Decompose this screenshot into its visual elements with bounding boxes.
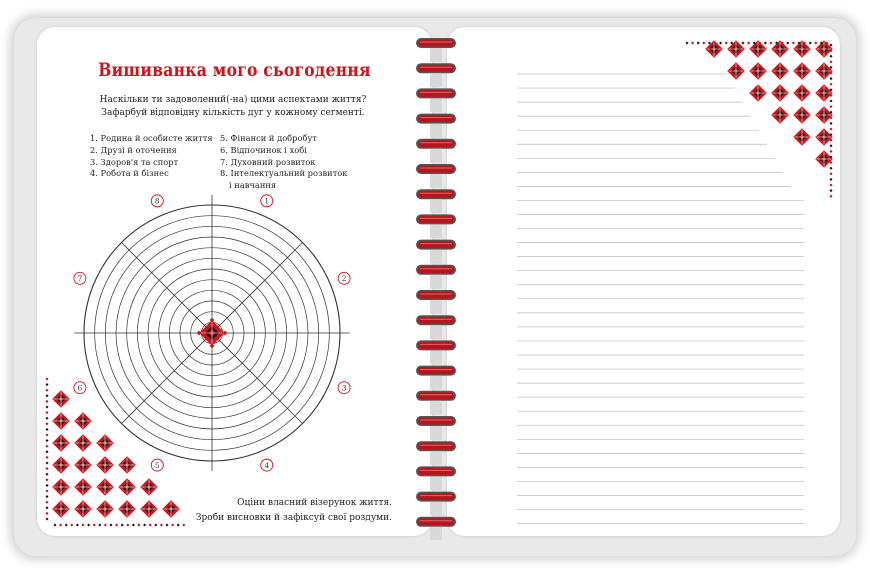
aspect-item: 4. Робота й бізнес [90,168,169,179]
segment-number: 6 [77,383,83,393]
binding-ring [416,340,456,364]
segment-number: 2 [341,274,347,284]
binding-ring [416,214,456,238]
segment-number-badge [338,382,350,394]
binding-ring [416,164,456,188]
spiral-binding-icon [412,30,460,540]
segment-number-badge [151,195,163,207]
aspect-item: 5. Фінанси й добробут [220,133,317,143]
binding-ring [416,466,456,490]
binding-ring [416,139,456,163]
page-title: Вишиванка мого сьогодення [98,59,371,81]
binding-ring [416,240,456,264]
embroidery-ornament-icon [685,40,832,198]
binding-ring [416,290,456,314]
binding-ring [416,366,456,390]
segment-number-badge [261,459,273,471]
binding-ring [416,189,456,213]
question-line-2: Зафарбуй відповідну кількість дуг у кожному сегменті. [101,108,365,118]
segment-number-badge [338,272,350,284]
aspect-item: 7. Духовний розвиток [220,156,316,167]
binding-ring [416,416,456,440]
segment-number: 1 [264,196,270,206]
corner-ornament [447,27,840,536]
segment-number-badge [74,382,86,394]
right-page [447,27,840,536]
life-wheel[interactable] [37,27,432,536]
segment-number: 8 [154,196,160,206]
segment-number-badge [74,272,86,284]
binding-ring [416,517,456,540]
binding-ring [416,88,456,112]
aspect-item: 3. Здоров'я та спорт [90,156,179,167]
binding-ring [416,391,456,415]
binding-ring [416,492,456,516]
footer-line-2: Зроби висновки й зафіксуй свої роздуми. [195,513,392,523]
binding-ring [416,265,456,289]
binding-ring [416,441,456,465]
aspect-item: і навчання [229,180,277,191]
binding-ring [416,315,456,339]
aspect-item: 6. Відпочинок і хобі [220,144,307,155]
footer-line-1: Оціни власний візерунок життя. [237,498,392,508]
segment-number: 5 [154,460,160,470]
question-line-1: Наскільки ти задоволений(-на) цими аспектами життя? [99,95,367,105]
aspect-item: 2. Друзі й оточення [90,144,177,155]
aspect-item: 1. Родина й особисте життя [90,133,213,143]
aspect-item: 8. Інтелектуальний розвиток [220,168,348,179]
segment-number: 3 [341,383,347,393]
binding-ring [416,114,456,138]
segment-number: 7 [77,274,83,284]
segment-number-badge [261,195,273,207]
segment-number: 4 [264,460,270,470]
binding-ring [416,38,456,62]
binding-ring [416,63,456,87]
segment-number-badge [151,459,163,471]
